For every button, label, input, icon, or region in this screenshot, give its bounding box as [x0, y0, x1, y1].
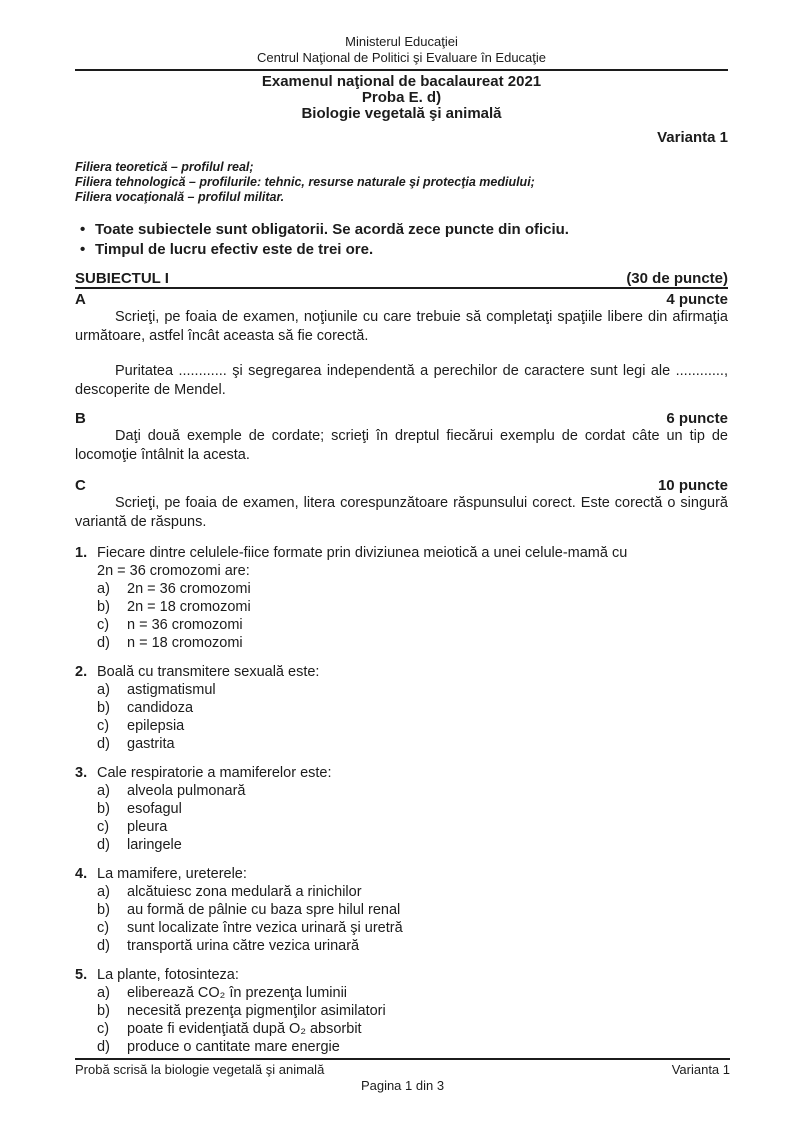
answer-option	[97, 699, 728, 717]
subiectul-1-points: (30 de puncte)	[626, 270, 728, 287]
answer-option	[97, 735, 728, 753]
instruction-text: Timpul de lucru efectiv este de trei ore.	[95, 241, 374, 258]
section-c-text: Scrieţi, pe foaia de examen, litera corespunzătoare răspunsului corect. Este corectă o singură variantă de răspuns.	[75, 495, 728, 530]
answer-option	[97, 580, 728, 598]
option-label: c)	[97, 1021, 110, 1037]
filiera-block	[75, 160, 728, 205]
footer-page-number: Pagina 1 din 3	[360, 1078, 445, 1093]
option-label: a)	[97, 783, 110, 799]
option-label: c)	[97, 718, 110, 734]
option-text: eliberează CO₂ în prezenţa luminii	[127, 985, 348, 1001]
option-label: c)	[97, 920, 110, 936]
option-label: d)	[97, 1039, 110, 1055]
option-text: sunt localizate între vezica urinară şi uretră	[127, 920, 403, 936]
answer-option	[97, 818, 728, 836]
option-text: pleura	[127, 819, 168, 835]
question-text: Cale respiratorie a mamiferelor este:	[97, 765, 332, 781]
option-label: b)	[97, 700, 110, 716]
question-number: 2.	[75, 664, 88, 680]
subiectul-1-title: SUBIECTUL I	[75, 270, 169, 287]
option-label: b)	[97, 599, 110, 615]
question-body	[97, 966, 728, 1056]
option-text: au formă de pâlnie cu baza spre hilul renal	[127, 902, 401, 918]
section-c-points: 10 puncte	[657, 477, 728, 494]
option-text: gastrita	[127, 736, 175, 752]
option-text: alcătuiesc zona medulară a rinichilor	[127, 884, 362, 900]
answer-option	[97, 616, 728, 634]
option-label: c)	[97, 617, 110, 633]
answer-option	[97, 901, 728, 919]
question-2	[75, 663, 728, 753]
header-divider	[75, 69, 728, 71]
instruction-item	[75, 220, 728, 240]
institution-line: Centrul Naţional de Politici şi Evaluare în Educaţie	[256, 50, 547, 65]
section-b-text: Daţi două exemple de cordate; scrieţi în dreptul fiecărui exemplu de cordat câte un tip de locomoţie întâlnit la acesta.	[75, 428, 728, 463]
section-c-label: C	[75, 477, 86, 494]
answer-option	[97, 681, 728, 699]
instructions-block	[75, 220, 728, 260]
option-text: produce o cantitate mare energie	[127, 1039, 340, 1055]
question-text: La plante, fotosinteza:	[97, 967, 239, 983]
filiera-line-2: Filiera tehnologică – profilurile: tehnic, resurse naturale şi protecţia mediului;	[75, 175, 535, 189]
section-c-header	[75, 477, 728, 494]
question-text-line2: 2n = 36 cromozomi are:	[97, 563, 250, 579]
variant-label: Varianta 1	[657, 129, 728, 146]
section-a-statement: Puritatea ............ şi segregarea independentă a perechilor de caractere sunt legi ale ............, descoperite de Mendel.	[75, 363, 728, 398]
option-label: d)	[97, 635, 110, 651]
option-text: 2n = 18 cromozomi	[127, 599, 251, 615]
page-footer	[75, 1058, 730, 1094]
option-text: n = 18 cromozomi	[127, 635, 243, 651]
option-label: a)	[97, 581, 110, 597]
answer-option	[97, 717, 728, 735]
option-label: c)	[97, 819, 110, 835]
question-number: 1.	[75, 545, 88, 561]
ministry-line: Ministerul Educaţiei	[345, 34, 458, 49]
question-text: Boală cu transmitere sexuală este:	[97, 664, 320, 680]
question-body	[97, 544, 728, 652]
answer-option	[97, 984, 728, 1002]
option-text: astigmatismul	[127, 682, 216, 698]
instruction-text: Toate subiectele sunt obligatorii. Se acordă zece puncte din oficiu.	[95, 221, 569, 238]
section-a-label: A	[75, 291, 86, 308]
proba-line: Proba E. d)	[361, 89, 442, 106]
option-label: a)	[97, 884, 110, 900]
option-label: d)	[97, 736, 110, 752]
answer-option	[97, 800, 728, 818]
footer-left-text: Probă scrisă la biologie vegetală şi animală	[75, 1062, 325, 1077]
question-3	[75, 764, 728, 854]
bullet-icon: •	[80, 241, 86, 258]
option-text: poate fi evidenţiată după O₂ absorbit	[127, 1021, 362, 1037]
answer-option	[97, 634, 728, 652]
option-label: b)	[97, 1003, 110, 1019]
option-label: d)	[97, 837, 110, 853]
question-text: Fiecare dintre celulele-fiice formate prin diviziunea meiotică a unei celule-mamă cu	[97, 545, 628, 561]
question-4	[75, 865, 728, 955]
question-number: 4.	[75, 866, 88, 882]
option-label: a)	[97, 682, 110, 698]
section-a-header	[75, 291, 728, 308]
option-text: necesită prezenţa pigmenţilor asimilatori	[127, 1003, 386, 1019]
question-body	[97, 764, 728, 854]
bullet-icon: •	[80, 221, 86, 238]
answer-option	[97, 1002, 728, 1020]
question-number: 5.	[75, 967, 88, 983]
question-5	[75, 966, 728, 1056]
section-a-intro: Scrieţi, pe foaia de examen, noţiunile cu care trebuie să completaţi spaţiile libere din afirmaţia următoare, astfel încât aceasta să fie corectă.	[75, 309, 728, 344]
section-a-points: 4 puncte	[666, 291, 728, 308]
section-b-label: B	[75, 410, 86, 427]
footer-divider	[75, 1058, 730, 1060]
footer-row	[75, 1062, 730, 1078]
answer-option	[97, 1020, 728, 1038]
question-number: 3.	[75, 765, 88, 781]
filiera-line-3: Filiera vocaţională – profilul militar.	[75, 190, 285, 204]
subject-title: Biologie vegetală şi animală	[301, 105, 502, 122]
section-b-points: 6 puncte	[666, 410, 728, 427]
option-label: d)	[97, 938, 110, 954]
option-text: laringele	[127, 837, 182, 853]
filiera-line-1: Filiera teoretică – profilul real;	[75, 160, 254, 174]
question-body	[97, 663, 728, 753]
question-body	[97, 865, 728, 955]
option-text: alveola pulmonară	[127, 783, 246, 799]
option-text: 2n = 36 cromozomi	[127, 581, 251, 597]
question-1	[75, 544, 728, 652]
subiectul-1-header	[75, 270, 728, 289]
option-text: epilepsia	[127, 718, 185, 734]
question-text: La mamifere, ureterele:	[97, 866, 247, 882]
answer-option	[97, 883, 728, 901]
option-text: n = 36 cromozomi	[127, 617, 243, 633]
answer-option	[97, 782, 728, 800]
answer-option	[97, 598, 728, 616]
option-label: b)	[97, 801, 110, 817]
section-b-header	[75, 410, 728, 427]
option-label: b)	[97, 902, 110, 918]
option-text: candidoza	[127, 700, 194, 716]
option-text: esofagul	[127, 801, 182, 817]
answer-option	[97, 919, 728, 937]
instruction-item	[75, 240, 728, 260]
footer-variant-label: Varianta 1	[671, 1062, 730, 1077]
exam-title: Examenul naţional de bacalaureat 2021	[261, 73, 542, 90]
answer-option	[97, 836, 728, 854]
option-text: transportă urina către vezica urinară	[127, 938, 360, 954]
answer-option	[97, 1038, 728, 1056]
answer-option	[97, 937, 728, 955]
option-label: a)	[97, 985, 110, 1001]
